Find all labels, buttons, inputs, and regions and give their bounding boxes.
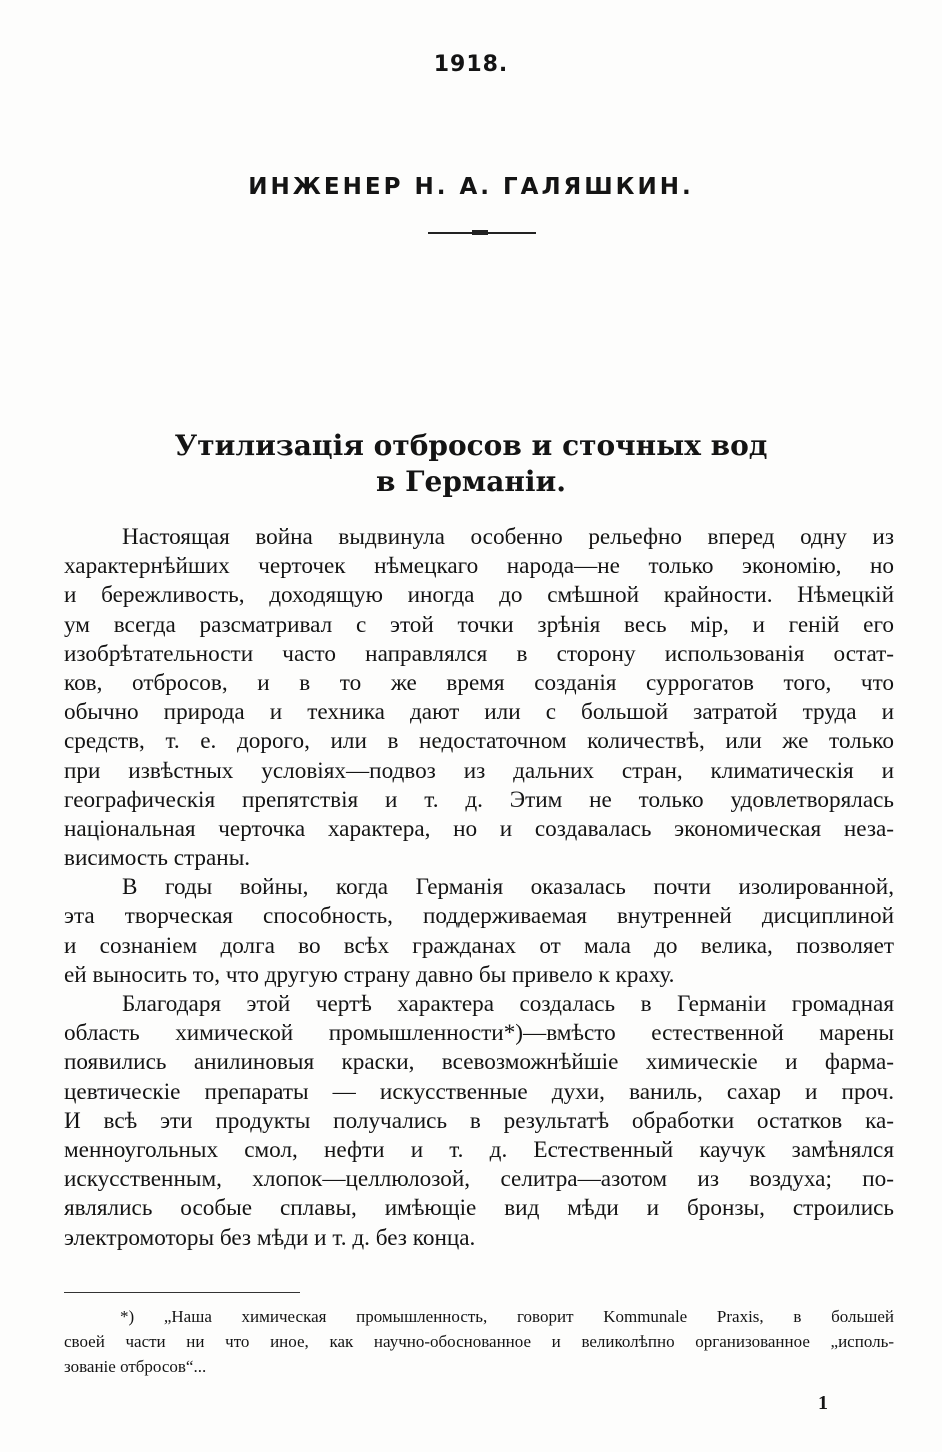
body-line: являлись особые сплавы, имѣющіе вид мѣди и бронзы, строились (64, 1195, 894, 1222)
article-title-line: Утилизація отбросов и сточных вод (174, 429, 768, 462)
body-line: висимость страны. (64, 845, 251, 872)
body-line: ков, отбросов, и в то же время созданія суррогатов того, что (64, 669, 894, 696)
body-line: обычно природа и техника дают или с большой затратой труда и (64, 699, 894, 726)
title-divider-mark (472, 230, 488, 235)
author-heading: ИНЖЕНЕР Н. А. ГАЛЯШКИН. (248, 174, 694, 200)
body-line: В годы войны, когда Германія оказалась почти изолированной, (122, 874, 894, 901)
footnote-divider (64, 1292, 300, 1293)
body-line: менноугольных смол, нефти и т. д. Естественный каучук замѣнялся (64, 1136, 894, 1163)
article-body (64, 523, 894, 1253)
body-line: ум всегда разсматривал с этой точки зрѣнія весь мір, и геній его (64, 611, 894, 638)
page-number: 1 (818, 1392, 828, 1414)
body-line: національная черточка характера, но и создавалась экономическая неза- (64, 815, 894, 842)
body-line: характернѣйших черточек нѣмецкаго народа—не только экономію, но (64, 553, 894, 580)
year-heading: 1918. (433, 52, 509, 77)
footnote-line: *) „Наша химическая промышленность, говорит Kommunale Praxis, в большей (120, 1307, 894, 1326)
body-line: искусственным, хлопок—целлюлозой, селитра—азотом из воздуха; по- (64, 1166, 894, 1193)
body-line: эта творческая способность, поддерживаемая внутренней дисциплиной (64, 903, 894, 930)
body-line: цевтическіе препараты — искусственные духи, ваниль, сахар и проч. (64, 1078, 894, 1105)
article-title-line: в Германіи. (375, 465, 567, 498)
body-line: изобрѣтательности часто направлялся в сторону использованія остат- (64, 640, 894, 667)
body-line: появились анилиновыя краски, всевозможнѣйшіе химическіе и фарма- (64, 1049, 894, 1076)
article-title (0, 428, 942, 500)
body-line: электромоторы без мѣди и т. д. без конца. (64, 1224, 476, 1251)
footnote (64, 1304, 894, 1379)
body-line: средств, т. е. дорого, или в недостаточном количествѣ, или же только (64, 728, 894, 755)
body-line: ей выносить то, что другую страну давно бы привело к краху. (64, 961, 675, 988)
body-line: и бережливость, доходящую иногда до смѣшной крайности. Нѣмецкій (64, 582, 894, 609)
body-line: область химической промышленности*)—вмѣсто естественной марены (64, 1020, 894, 1047)
body-line: Благодаря этой чертѣ характера создалась в Германіи громадная (122, 991, 894, 1017)
body-line: географическія препятствія и т. д. Этим не только удовлетворялась (64, 786, 894, 813)
footnote-line: своей части ни что иное, как научно-обоснованное и великолѣпно организованное „исполь- (64, 1332, 894, 1351)
body-line: и сознаніем долга во всѣх гражданах от мала до велика, позволяет (64, 932, 894, 959)
footnote-line: зованіе отбросов“... (64, 1357, 207, 1376)
body-line: при извѣстных условіях—подвоз из дальних стран, климатическія и (64, 757, 894, 784)
body-line: И всѣ эти продукты получались в результатѣ обработки остатков ка- (64, 1107, 894, 1134)
body-line: Настоящая война выдвинула особенно рельефно вперед одну из (122, 524, 894, 550)
